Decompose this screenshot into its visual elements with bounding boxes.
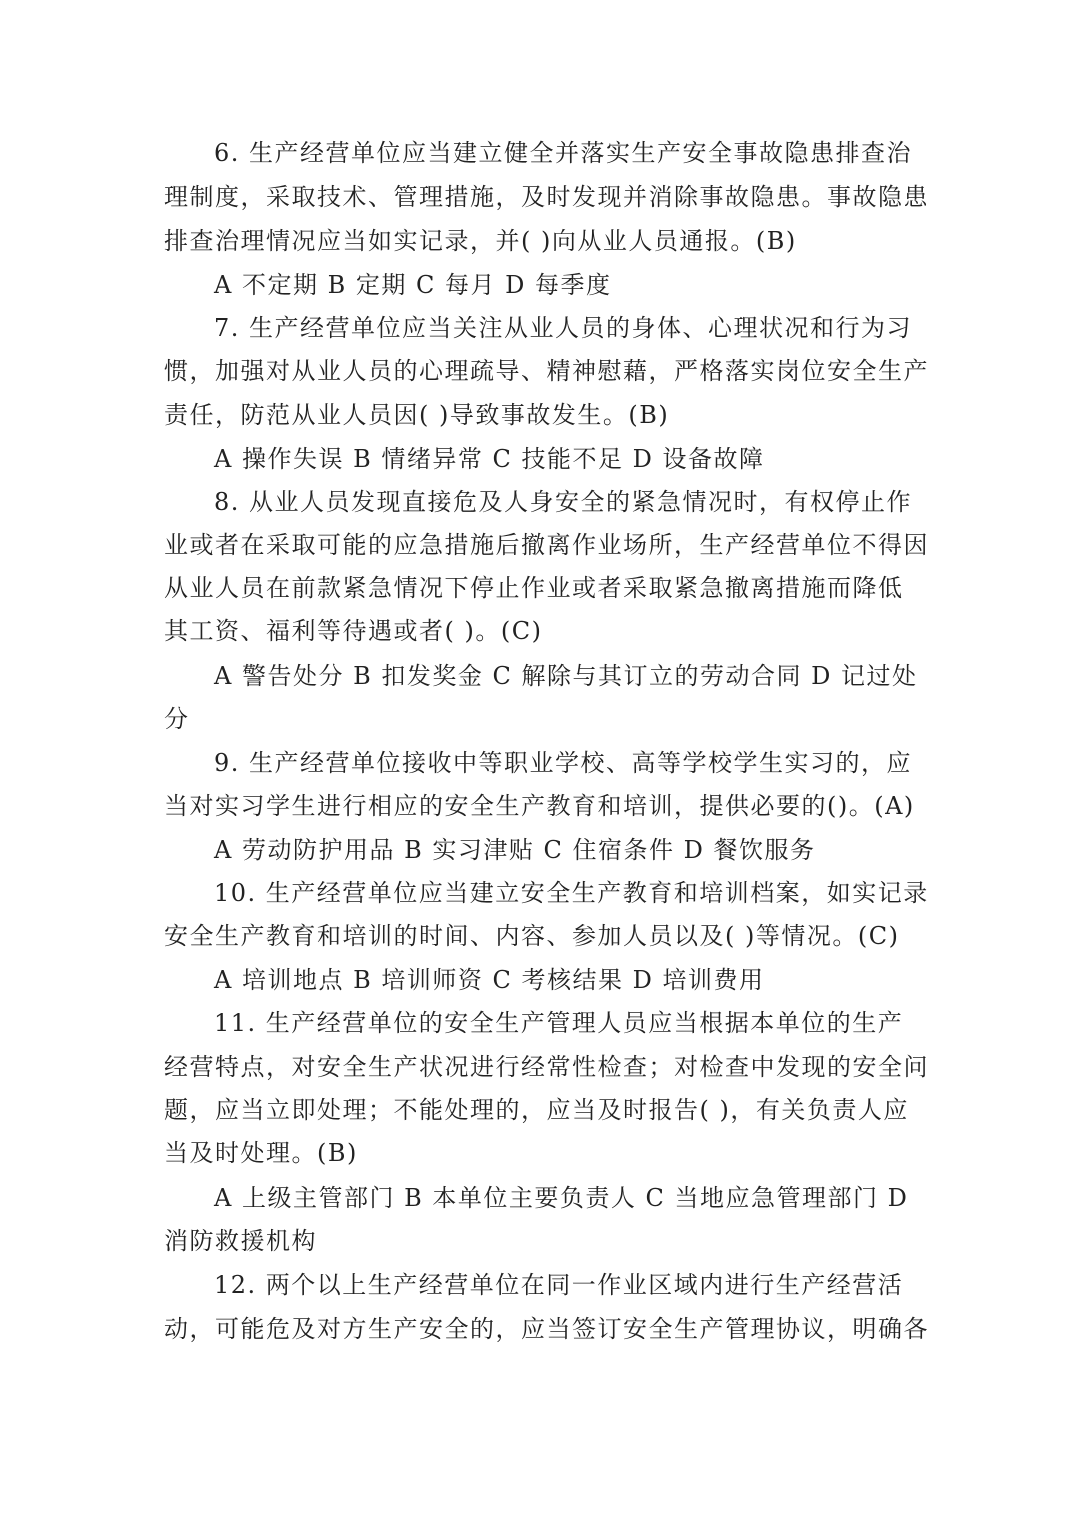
question-11-line-3: 题，应当立即处理；不能处理的，应当及时报告( )，有关负责人应 xyxy=(164,1096,909,1124)
question-8-line-4: 其工资、福利等待遇或者( )。(C) xyxy=(164,617,543,645)
question-6-line-1: 6. 生产经营单位应当建立健全并落实生产安全事故隐患排查治 xyxy=(214,139,913,167)
question-11-line-2: 经营特点，对安全生产状况进行经常性检查；对检查中发现的安全问 xyxy=(164,1053,929,1081)
question-8-options-cont: 分 xyxy=(164,705,190,733)
question-11-line-4: 当及时处理。(B) xyxy=(164,1139,358,1167)
question-10-options: A 培训地点 B 培训师资 C 考核结果 D 培训费用 xyxy=(214,966,765,994)
question-7-options: A 操作失误 B 情绪异常 C 技能不足 D 设备故障 xyxy=(214,445,765,473)
question-6-line-2: 理制度，采取技术、管理措施，及时发现并消除事故隐患。事故隐患 xyxy=(164,183,929,211)
question-9-options: A 劳动防护用品 B 实习津贴 C 住宿条件 D 餐饮服务 xyxy=(214,836,816,864)
question-8-line-2: 业或者在采取可能的应急措施后撤离作业场所，生产经营单位不得因 xyxy=(164,531,929,559)
question-11-options-cont: 消防救援机构 xyxy=(164,1227,317,1255)
question-6-line-3: 排查治理情况应当如实记录，并( )向从业人员通报。(B) xyxy=(164,227,797,255)
question-10-line-1: 10. 生产经营单位应当建立安全生产教育和培训档案，如实记录 xyxy=(214,879,929,907)
question-8-line-1: 8. 从业人员发现直接危及人身安全的紧急情况时，有权停止作 xyxy=(214,488,913,516)
question-8-line-3: 从业人员在前款紧急情况下停止作业或者采取紧急撤离措施而降低 xyxy=(164,574,904,602)
question-10-line-2: 安全生产教育和培训的时间、内容、参加人员以及( )等情况。(C) xyxy=(164,922,900,950)
question-11-line-1: 11. 生产经营单位的安全生产管理人员应当根据本单位的生产 xyxy=(214,1009,904,1037)
question-6-options: A 不定期 B 定期 C 每月 D 每季度 xyxy=(214,271,612,299)
question-8-options: A 警告处分 B 扣发奖金 C 解除与其订立的劳动合同 D 记过处 xyxy=(214,662,918,690)
question-7-line-1: 7. 生产经营单位应当关注从业人员的身体、心理状况和行为习 xyxy=(214,314,913,342)
question-9-line-1: 9. 生产经营单位接收中等职业学校、高等学校学生实习的，应 xyxy=(214,749,913,777)
question-12-line-2: 动，可能危及对方生产安全的，应当签订安全生产管理协议，明确各 xyxy=(164,1315,929,1343)
question-7-line-2: 惯，加强对从业人员的心理疏导、精神慰藉，严格落实岗位安全生产 xyxy=(164,357,929,385)
question-9-line-2: 当对实习学生进行相应的安全生产教育和培训，提供必要的()。(A) xyxy=(164,792,915,820)
question-7-line-3: 责任，防范从业人员因( )导致事故发生。(B) xyxy=(164,401,670,429)
question-12-line-1: 12. 两个以上生产经营单位在同一作业区域内进行生产经营活 xyxy=(214,1271,904,1299)
question-11-options: A 上级主管部门 B 本单位主要负责人 C 当地应急管理部门 D xyxy=(214,1184,909,1212)
